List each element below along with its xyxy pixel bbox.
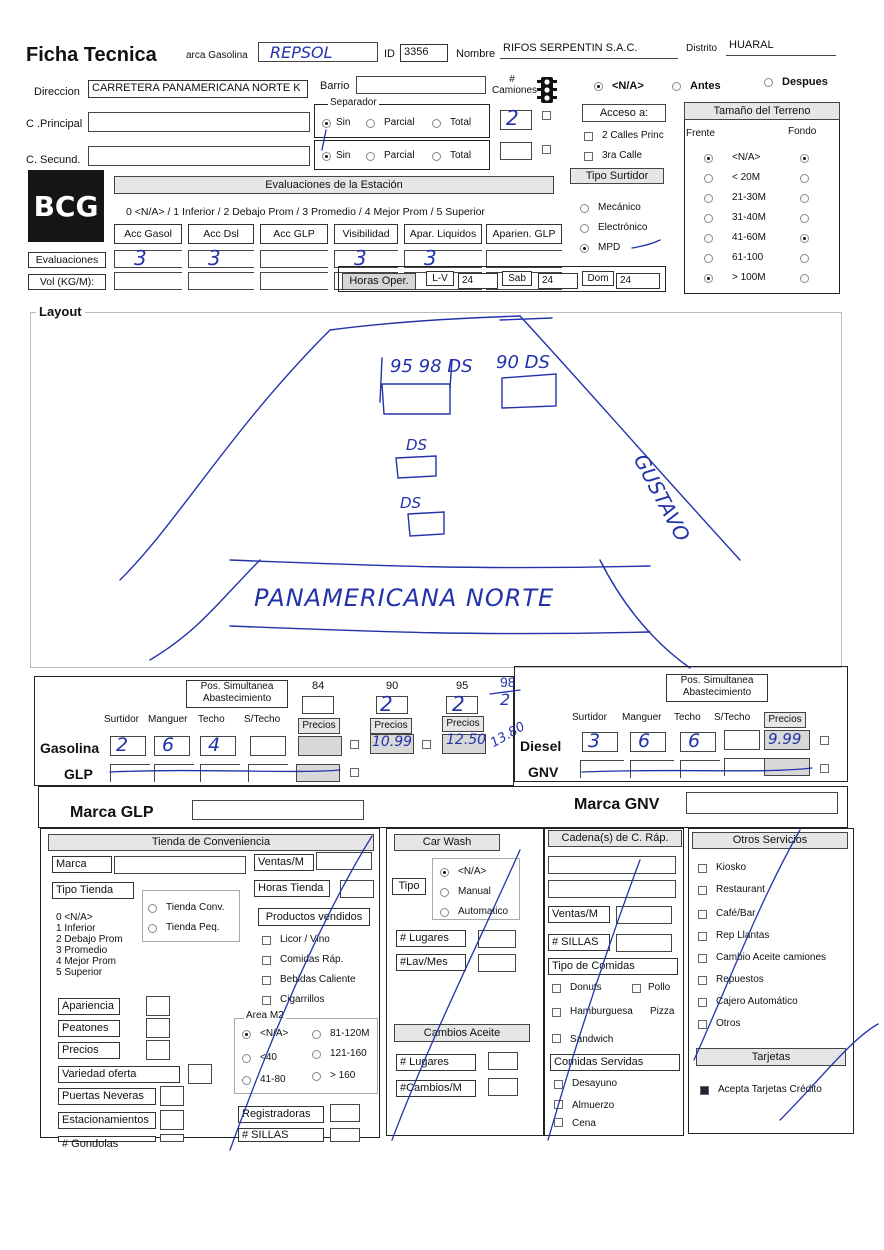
separador2-parcial-radio[interactable] (366, 152, 375, 161)
evaluaciones-row-label: Evaluaciones (28, 252, 106, 268)
fondo-3-radio[interactable] (800, 214, 809, 223)
gas-col-manguer: Manguer (148, 714, 188, 725)
area-81120-label: 81-120M (330, 1028, 370, 1039)
gnv-techo-field[interactable] (680, 760, 720, 778)
terreno-row-0-label: <N/A> (732, 152, 761, 163)
gas-grade-84: 84 (312, 680, 325, 692)
producto-0-check[interactable] (262, 936, 271, 945)
gas-precios-90-label: Precios (370, 718, 412, 734)
dsl-techo-value: 6 (688, 730, 701, 752)
gas-84-check[interactable] (350, 740, 359, 749)
eval-value-1: 3 (208, 246, 221, 270)
separador-total-label: Total (450, 117, 472, 128)
area-4180-label: 41-80 (260, 1074, 286, 1085)
gasolina-row-label: Gasolina (40, 740, 100, 756)
gnv-stecho-field[interactable] (724, 758, 764, 776)
terreno-row-6-label: > 100M (732, 272, 766, 283)
producto-3-check[interactable] (262, 996, 271, 1005)
sketch-pumps-right: 90 DS (496, 352, 550, 373)
tienda-field-5-label: Estacionamientos (58, 1112, 156, 1129)
marca-gnv-field[interactable] (686, 792, 838, 814)
tienda-field-6-label: # Gondolas (58, 1136, 156, 1142)
timing-despues-radio[interactable] (764, 78, 773, 87)
otros-item-1-check[interactable] (698, 886, 707, 895)
horas-dom-label: Dom (582, 271, 614, 286)
distrito-field[interactable]: HUARAL (726, 38, 836, 56)
tienda-field-6-input[interactable] (160, 1134, 184, 1142)
secund-label: C. Secund. (26, 154, 81, 166)
dsl-manguer-value: 6 (638, 730, 651, 752)
acceso-2calles-label: 2 Calles Princ (602, 130, 664, 141)
separador-parcial-label: Parcial (384, 117, 415, 128)
cadena-tipo-title: Tipo de Comidas (548, 958, 678, 975)
nombre-label: Nombre (456, 48, 496, 60)
dsl-col-techo: Techo (674, 712, 701, 723)
camiones-value: 2 (506, 106, 519, 130)
separador-parcial-radio[interactable] (366, 119, 375, 128)
barrio-field[interactable] (356, 76, 486, 94)
cadena-sillas-field[interactable] (616, 934, 672, 952)
terreno-group (684, 118, 840, 294)
tienda-productos-label: Productos vendidos (258, 908, 370, 926)
eval-col-4: Apar. Liquidos (404, 224, 482, 244)
tienda-horas-field[interactable] (340, 880, 374, 898)
separador-total-radio[interactable] (432, 119, 441, 128)
separador2-sin-label: Sin (336, 150, 351, 161)
traffic-light-icon (536, 76, 558, 104)
surtidor-mpd-label: MPD (598, 242, 621, 253)
marca-glp-label: Marca GLP (70, 804, 154, 821)
eval-col-0: Acc Gasol (114, 224, 182, 244)
frente-0-radio[interactable] (704, 154, 713, 163)
bcg-logo-text: BCG (33, 190, 99, 223)
tienda-horas-label: Horas Tienda (254, 880, 330, 897)
tienda-ventas-label: Ventas/M (254, 854, 314, 871)
gas-precios-95-label: Precios (442, 716, 484, 732)
cadena-donuts-check[interactable] (552, 984, 561, 993)
evaluaciones-scale: 0 <N/A> / 1 Inferior / 2 Debajo Prom / 3 Promedio / 4 Mejor Prom / 5 Superior (126, 206, 485, 218)
otros-item-2-label: Café/Bar (716, 908, 756, 919)
cadena-cena-label: Cena (572, 1118, 596, 1129)
gnv-surtidor-field[interactable] (580, 760, 624, 778)
gas-grade-95: 95 (456, 680, 469, 692)
frente-2-radio[interactable] (704, 194, 713, 203)
horas-sab-field[interactable]: 24 (538, 273, 578, 289)
eval-col-5: Aparien. GLP (486, 224, 562, 244)
acceso-title: Acceso a: (582, 104, 666, 122)
fondo-1-radio[interactable] (800, 174, 809, 183)
timing-antes-label: Antes (690, 80, 721, 92)
frente-6-radio[interactable] (704, 274, 713, 283)
marca-glp-field[interactable] (192, 800, 364, 820)
layout-label: Layout (36, 304, 85, 319)
sketch-pump-low: DS (400, 494, 422, 512)
vol-field-1[interactable] (188, 272, 254, 290)
producto-1-check[interactable] (262, 956, 271, 965)
eval-field-0[interactable] (114, 250, 182, 268)
dsl-price-value: 9.99 (768, 730, 802, 748)
tienda-field-5-input[interactable] (160, 1110, 184, 1130)
area-4180-radio[interactable] (242, 1076, 251, 1085)
sketch-pump-mid: DS (406, 436, 428, 454)
vol-field-2[interactable] (260, 272, 328, 290)
eval-value-3: 3 (354, 246, 367, 270)
carwash-tipo-label: Tipo (392, 878, 426, 895)
sketch-road-main: PANAMERICANA NORTE (254, 584, 555, 612)
tienda-scale-2: 2 Debajo Prom (56, 934, 123, 945)
frente-4-radio[interactable] (704, 234, 713, 243)
distrito-label: Distrito (686, 43, 718, 54)
carwash-lavmes-label: #Lav/Mes (396, 954, 466, 971)
separador-sin-label: Sin (336, 117, 351, 128)
separador2-sin-radio[interactable] (322, 152, 331, 161)
terreno-frente-label: Frente (686, 128, 715, 139)
frente-3-radio[interactable] (704, 214, 713, 223)
otros-item-7-label: Otros (716, 1018, 741, 1029)
terreno-title: Tamaño del Terreno (684, 102, 840, 120)
carwash-na-label: <N/A> (458, 866, 487, 877)
eval-col-1: Acc Dsl (188, 224, 254, 244)
cambios-title: Cambios Aceite (394, 1024, 530, 1042)
separador2-total-radio[interactable] (432, 152, 441, 161)
otros-item-7-check[interactable] (698, 1020, 707, 1029)
marca-label: arca Gasolina (186, 50, 248, 61)
carwash-manual-label: Manual (458, 886, 491, 897)
cadena-field-2[interactable] (548, 880, 676, 898)
id-label: ID (384, 48, 395, 60)
gas-col-techo: Techo (198, 714, 225, 725)
cadena-almuerzo-label: Almuerzo (572, 1100, 615, 1111)
gas-pos-84-field[interactable] (302, 696, 334, 714)
surtidor-mpd-radio[interactable] (580, 244, 589, 253)
cadena-sandwich-label: Sandwich (570, 1034, 614, 1045)
id-field[interactable]: 3356 (400, 44, 448, 62)
gnv-manguer-field[interactable] (630, 760, 674, 778)
camiones2-field[interactable] (500, 142, 532, 160)
area-na-label: <N/A> (260, 1028, 289, 1039)
terreno-row-3-label: 31-40M (732, 212, 766, 223)
tienda-field-2-label: Precios (58, 1042, 120, 1059)
gas-grade-90: 90 (386, 680, 399, 692)
cadena-ventas-field[interactable] (616, 906, 672, 924)
timing-antes-radio[interactable] (672, 82, 681, 91)
area-na-radio[interactable] (242, 1030, 251, 1039)
area-40-label: <40 (260, 1052, 277, 1063)
carwash-auto-radio[interactable] (440, 908, 449, 917)
area-label: Area M2 (246, 1010, 284, 1021)
tienda-field-4-label: Puertas Neveras (58, 1088, 156, 1105)
area-121160-label: 121-160 (330, 1048, 367, 1059)
glp-manguer-field[interactable] (154, 764, 194, 782)
producto-2-label: Bebidas Caliente (280, 974, 356, 985)
dsl-col-surtidor: Surtidor (572, 712, 608, 723)
otros-item-1-label: Restaurant (716, 884, 765, 895)
carwash-auto-label: Automatico (458, 906, 509, 917)
fondo-5-radio[interactable] (800, 254, 809, 263)
tienda-sillas-field[interactable] (330, 1128, 360, 1142)
cadena-donuts-label: Donuts (570, 982, 602, 993)
terreno-row-4-label: 41-60M (732, 232, 766, 243)
glp-price-field[interactable] (296, 764, 340, 782)
eval-col-2: Acc GLP (260, 224, 328, 244)
tienda-peq-radio[interactable] (148, 924, 157, 933)
surtidor-mecanico-radio[interactable] (580, 204, 589, 213)
separador2-parcial-label: Parcial (384, 150, 415, 161)
glp-check[interactable] (350, 768, 359, 777)
gas-techo-value: 4 (208, 734, 221, 756)
tienda-field-4-input[interactable] (160, 1086, 184, 1106)
gas-manguer-value: 6 (162, 734, 175, 756)
eval-value-4: 3 (424, 246, 437, 270)
gas-col-stecho: S/Techo (244, 714, 281, 725)
gas-price-84-field[interactable] (298, 736, 342, 756)
otros-item-2-check[interactable] (698, 910, 707, 919)
acceso-2calles-check[interactable] (584, 132, 593, 141)
producto-2-check[interactable] (262, 976, 271, 985)
surtidor-mecanico-label: Mecánico (598, 202, 641, 213)
cadena-sillas-label: # SILLAS (548, 934, 610, 951)
principal-field[interactable] (88, 112, 310, 132)
page-title: Ficha Tecnica (26, 44, 157, 66)
otros-item-5-label: Repuestos (716, 974, 764, 985)
acceso-3ra-check[interactable] (584, 152, 593, 161)
glp-stecho-field[interactable] (248, 764, 288, 782)
cadena-pollo-check[interactable] (632, 984, 641, 993)
tienda-scale-0: 0 <N/A> (56, 912, 93, 923)
gas-stecho-field[interactable] (250, 736, 286, 756)
fondo-2-radio[interactable] (800, 194, 809, 203)
area-160-radio[interactable] (312, 1072, 321, 1081)
dsl-stecho-field[interactable] (724, 730, 760, 750)
gas-precios-84-label: Precios (298, 718, 340, 734)
horas-dom-field[interactable]: 24 (616, 273, 660, 289)
otros-item-6-check[interactable] (698, 998, 707, 1007)
gas-price-95-value: 12.50 (446, 732, 487, 748)
otros-item-0-label: Kiosko (716, 862, 747, 873)
direccion-field[interactable]: CARRETERA PANAMERICANA NORTE K (88, 80, 308, 98)
tienda-field-3-input[interactable] (188, 1064, 212, 1084)
tienda-field-2-input[interactable] (146, 1040, 170, 1060)
terreno-row-5-label: 61-100 (732, 252, 764, 263)
eval-field-2[interactable] (260, 250, 328, 268)
separador2-total-label: Total (450, 150, 472, 161)
vol-field-0[interactable] (114, 272, 182, 290)
eval-field-1[interactable] (188, 250, 254, 268)
carwash-lugares-field[interactable] (478, 930, 516, 948)
sketch-pumps-left: 95 98 DS (390, 356, 473, 377)
cadena-ventas-label: Ventas/M (548, 906, 610, 923)
tarjetas-credito-check[interactable] (700, 1086, 709, 1095)
cadena-hamburguesa-check[interactable] (552, 1008, 561, 1017)
carwash-title: Car Wash (394, 834, 500, 851)
cadena-sandwich-check[interactable] (552, 1034, 561, 1043)
barrio-label: Barrio (320, 80, 350, 92)
tarjetas-title: Tarjetas (696, 1048, 846, 1066)
carwash-na-radio[interactable] (440, 868, 449, 877)
separador-label: Separador (330, 97, 377, 108)
carwash-manual-radio[interactable] (440, 888, 449, 897)
cambios-lugares-label: # Lugares (396, 1054, 476, 1071)
tienda-field-0-label: Apariencia (58, 998, 120, 1015)
otros-item-3-label: Rep Llantas (716, 930, 770, 941)
registradoras-field[interactable] (330, 1104, 360, 1122)
diesel-row-label: Diesel (520, 738, 562, 754)
direccion-label: Direccion (34, 86, 80, 98)
tienda-tipo-group (142, 890, 240, 942)
cadena-field-1[interactable] (548, 856, 676, 874)
area-81120-radio[interactable] (312, 1030, 321, 1039)
cadena-desayuno-check[interactable] (554, 1080, 563, 1089)
producto-3-label: Cigarrillos (280, 994, 325, 1005)
terreno-row-2-label: 21-30M (732, 192, 766, 203)
horas-lv-label: L-V (426, 271, 454, 286)
tienda-conv-label: Tienda Conv. (166, 902, 225, 913)
dsl-surtidor-value: 3 (588, 730, 601, 752)
bcg-logo (28, 170, 104, 242)
camiones2-check[interactable] (542, 145, 551, 154)
dsl-check[interactable] (820, 736, 829, 745)
tienda-ventas-field[interactable] (316, 852, 372, 870)
surtidor-electronico-radio[interactable] (580, 224, 589, 233)
cambios-mes-field[interactable] (488, 1078, 518, 1096)
timing-na-label: <N/A> (612, 80, 644, 92)
gas-90-check[interactable] (422, 740, 431, 749)
tarjetas-credito-label: Acepta Tarjetas Crédito (718, 1084, 822, 1095)
tienda-field-0-input[interactable] (146, 996, 170, 1016)
dsl-col-manguer: Manguer (622, 712, 662, 723)
secund-field[interactable] (88, 146, 310, 166)
cambios-mes-label: #Cambios/M (396, 1080, 476, 1097)
tienda-scale-4: 4 Mejor Prom (56, 956, 117, 967)
horas-sab-label: Sab (502, 271, 532, 286)
gas-col-surtidor: Surtidor (104, 714, 140, 725)
gas-pos-98-value: 2 (500, 690, 511, 709)
cadena-hamburguesa-label: Hamburguesa (570, 1006, 633, 1017)
tienda-peq-label: Tienda Peq. (166, 922, 220, 933)
gasolina-pos-label: Pos. Simultanea Abastecimiento (186, 680, 288, 708)
tienda-tipo-label: Tipo Tienda (52, 882, 134, 899)
cadena-servidas-title: Comidas Servidas (550, 1054, 680, 1071)
principal-label: C .Principal (26, 118, 83, 130)
tienda-field-1-label: Peatones (58, 1020, 120, 1037)
carwash-lugares-label: # Lugares (396, 930, 466, 947)
separador-sin-radio[interactable] (322, 119, 331, 128)
area-121160-radio[interactable] (312, 1050, 321, 1059)
area-40-radio[interactable] (242, 1054, 251, 1063)
cadena-pizza-label: Pizza (650, 1006, 675, 1017)
frente-5-radio[interactable] (704, 254, 713, 263)
producto-0-label: Licor / Vino (280, 934, 330, 945)
fondo-4-radio[interactable] (800, 234, 809, 243)
tienda-field-1-input[interactable] (146, 1018, 170, 1038)
fondo-0-radio[interactable] (800, 154, 809, 163)
otros-item-5-check[interactable] (698, 976, 707, 985)
cadena-desayuno-label: Desayuno (572, 1078, 618, 1089)
tienda-marca-field[interactable] (114, 856, 246, 874)
evaluaciones-title: Evaluaciones de la Estación (114, 176, 554, 194)
gas-price-90-value: 10.99 (372, 734, 413, 750)
gnv-check[interactable] (820, 764, 829, 773)
nombre-field[interactable]: RIFOS SERPENTIN S.A.C. (500, 41, 678, 59)
surtidor-electronico-label: Electrónico (598, 222, 648, 233)
gas-surtidor-value: 2 (116, 734, 129, 756)
marca-gnv-label: Marca GNV (574, 796, 660, 813)
tienda-title: Tienda de Conveniencia (48, 834, 374, 851)
gas-grade-98: 98 (500, 674, 516, 690)
tienda-scale-3: 3 Promedio (56, 945, 108, 956)
area-160-label: > 160 (330, 1070, 356, 1081)
cambios-lugares-field[interactable] (488, 1052, 518, 1070)
tienda-conv-radio[interactable] (148, 904, 157, 913)
tienda-scale-5: 5 Superior (56, 967, 103, 978)
otros-item-6-label: Cajero Automático (716, 996, 798, 1007)
glp-surtidor-field[interactable] (110, 764, 150, 782)
cadena-pollo-label: Pollo (648, 982, 671, 993)
eval-value-0: 3 (134, 246, 147, 270)
cadena-cena-check[interactable] (554, 1118, 563, 1127)
gas-pos-95-value: 2 (452, 692, 465, 716)
otros-item-4-label: Cambio Aceite camiones (716, 952, 827, 963)
tienda-marca-label: Marca (52, 856, 112, 873)
horas-lv-field[interactable]: 24 (458, 273, 498, 289)
gnv-price-field[interactable] (764, 758, 810, 776)
otros-item-3-check[interactable] (698, 932, 707, 941)
acceso-3ra-label: 3ra Calle (602, 150, 643, 161)
timing-na-radio[interactable] (594, 82, 603, 91)
fondo-6-radio[interactable] (800, 274, 809, 283)
tienda-scale-1: 1 Inferior (56, 923, 96, 934)
dsl-precios-label: Precios (764, 712, 806, 728)
horas-label: Horas Oper. (342, 273, 416, 290)
terreno-fondo-label: Fondo (788, 126, 817, 137)
sketch-road-side: GUSTAVO (628, 450, 695, 546)
frente-1-radio[interactable] (704, 174, 713, 183)
tienda-field-3-label: Variedad oferta (58, 1066, 180, 1083)
camiones-check[interactable] (542, 111, 551, 120)
glp-row-label: GLP (64, 766, 93, 782)
tipo-surtidor-title: Tipo Surtidor (570, 168, 664, 184)
tienda-sillas-label: # SILLAS (238, 1128, 324, 1142)
carwash-lavmes-field[interactable] (478, 954, 516, 972)
terreno-row-1-label: < 20M (732, 172, 761, 183)
otros-item-4-check[interactable] (698, 954, 707, 963)
marca-value: REPSOL (270, 43, 333, 62)
otros-title: Otros Servicios (692, 832, 848, 849)
timing-despues-label: Despues (782, 76, 828, 88)
producto-1-label: Comidas Ráp. (280, 954, 344, 965)
dsl-col-stecho: S/Techo (714, 712, 751, 723)
eval-col-3: Visibilidad (334, 224, 398, 244)
diesel-pos-label: Pos. Simultanea Abastecimiento (666, 674, 768, 702)
cadena-almuerzo-check[interactable] (554, 1100, 563, 1109)
cadena-title: Cadena(s) de C. Ráp. (548, 830, 682, 847)
gnv-row-label: GNV (528, 764, 559, 780)
gas-pos-90-value: 2 (380, 692, 393, 716)
registradoras-label: Registradoras (238, 1106, 324, 1123)
camiones-label: # Camiones (492, 74, 538, 96)
vol-label: Vol (KG/M): (28, 274, 106, 290)
glp-techo-field[interactable] (200, 764, 240, 782)
gas-price-98-value: 13.80 (488, 719, 528, 751)
otros-item-0-check[interactable] (698, 864, 707, 873)
